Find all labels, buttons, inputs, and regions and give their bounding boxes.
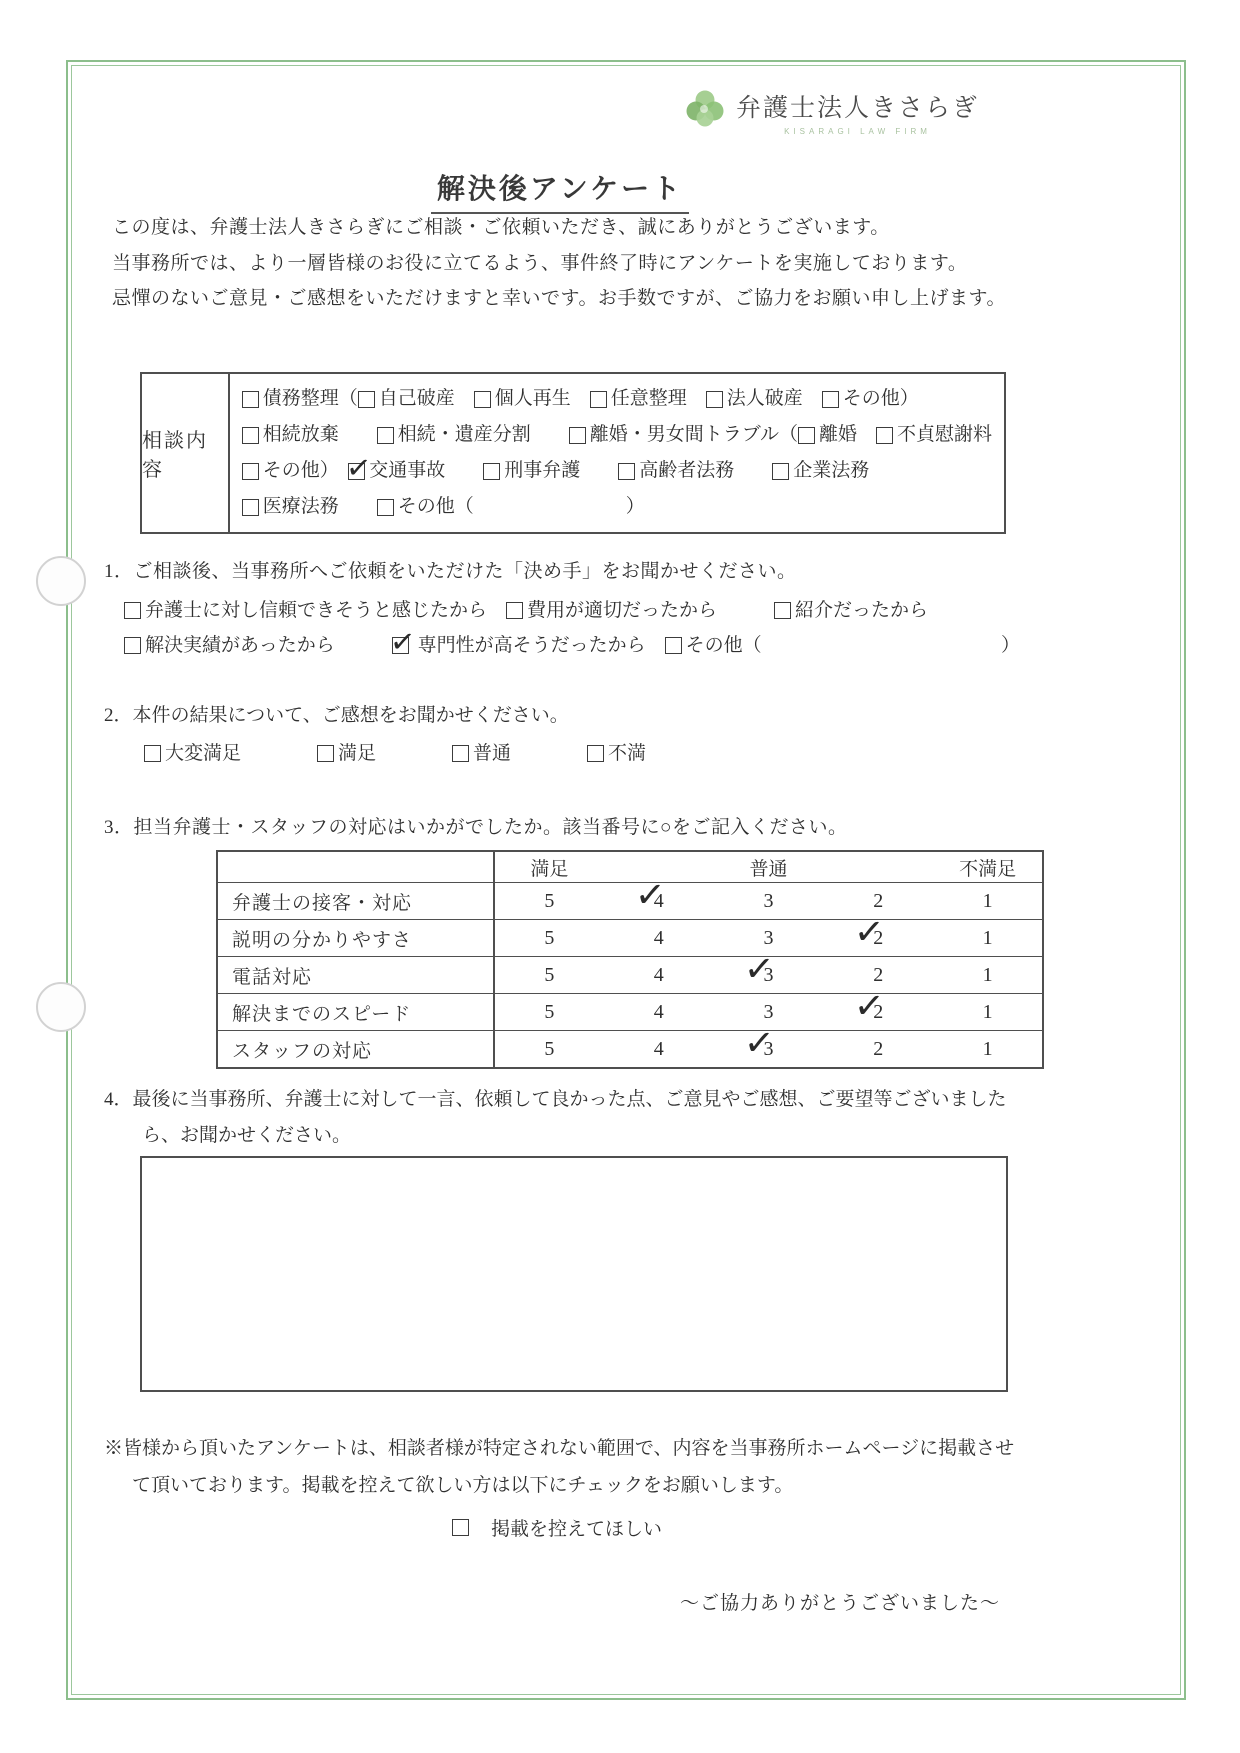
checkbox[interactable] xyxy=(242,391,259,408)
checkbox[interactable] xyxy=(124,602,141,619)
rating-cell[interactable] xyxy=(933,957,1043,994)
rating-value-checked[interactable]: 4 ✓ xyxy=(650,890,668,913)
rating-cell[interactable] xyxy=(714,883,824,920)
punch-hole xyxy=(36,556,86,606)
rating-row-label: 解決までのスピード xyxy=(217,994,494,1031)
rating-header-empty xyxy=(217,851,494,883)
rating-row xyxy=(217,994,1043,1031)
rating-value-checked[interactable]: 3 ✓ xyxy=(759,1038,777,1061)
rating-cell[interactable] xyxy=(604,883,714,920)
rating-value[interactable]: 1 xyxy=(982,1037,993,1060)
option-label: 費用が適切だったから xyxy=(527,600,775,621)
rating-value[interactable]: 4 xyxy=(653,1037,664,1060)
checkbox-checked[interactable] xyxy=(392,637,409,654)
rating-value[interactable]: 1 xyxy=(982,1000,993,1023)
question-4 xyxy=(104,1082,1044,1154)
rating-value[interactable]: 4 xyxy=(653,963,664,986)
rating-cell[interactable] xyxy=(494,883,604,920)
rating-table xyxy=(216,850,1044,1069)
rating-value[interactable]: 1 xyxy=(982,926,993,949)
optout-label: 掲載を控えてほしい xyxy=(491,1519,663,1540)
rating-cell[interactable] xyxy=(604,920,714,957)
option-label: 個人再生 xyxy=(494,388,590,409)
rating-row-label: 説明の分かりやすさ xyxy=(217,920,494,957)
rating-row-label: 電話対応 xyxy=(217,957,494,994)
rating-value-checked[interactable]: 2 ✓ xyxy=(869,1001,887,1024)
option-label: 高齢者法務 xyxy=(639,460,773,481)
rating-value[interactable]: 5 xyxy=(544,1037,555,1060)
checkbox[interactable] xyxy=(822,391,839,408)
publication-optout-row xyxy=(452,1514,662,1541)
rating-cell[interactable] xyxy=(494,994,604,1031)
rating-header-neutral: 普通 xyxy=(749,858,788,880)
rating-value[interactable]: 3 xyxy=(763,889,774,912)
rating-cell[interactable] xyxy=(823,994,933,1031)
rating-value[interactable]: 5 xyxy=(544,889,555,912)
logo-subtitle: KISARAGI LAW FIRM xyxy=(784,127,931,136)
checkbox[interactable] xyxy=(358,391,375,408)
option-label: 普通 xyxy=(473,743,588,764)
checkbox-option-line xyxy=(242,489,992,525)
checkbox[interactable] xyxy=(242,463,259,480)
rating-value[interactable]: 5 xyxy=(544,963,555,986)
option-label: 紹介だったから xyxy=(795,600,929,621)
rating-cell[interactable] xyxy=(933,994,1043,1031)
option-label: 企業法務 xyxy=(793,460,870,481)
consultation-type-table xyxy=(140,372,1006,534)
option-label: 専門性が高そうだったから xyxy=(412,635,665,656)
consultation-label: 相談内容 xyxy=(142,374,230,532)
checkbox[interactable] xyxy=(377,427,394,444)
rating-value[interactable]: 1 xyxy=(982,963,993,986)
rating-cell[interactable] xyxy=(604,994,714,1031)
question-4-title-line1: 4．最後に当事務所、弁護士に対して一言、依頼して良かった点、ご意見やご感想、ご要望等ございました xyxy=(104,1089,1007,1110)
intro-line: 当事務所では、より一層皆様のお役に立てるよう、事件終了時にアンケートを実施しております。 xyxy=(112,252,968,274)
rating-cell[interactable] xyxy=(823,1031,933,1069)
rating-row xyxy=(217,920,1043,957)
rating-cell[interactable] xyxy=(933,920,1043,957)
question-1 xyxy=(104,556,1020,663)
punch-hole xyxy=(36,982,86,1032)
optout-checkbox[interactable] xyxy=(452,1519,469,1536)
option-label: 交通事故 xyxy=(369,460,484,481)
question-4-title-line2: ら、お聞かせください。 xyxy=(142,1125,352,1146)
rating-cell[interactable] xyxy=(494,957,604,994)
checkbox-option-line xyxy=(124,628,1020,663)
rating-cell[interactable] xyxy=(714,1031,824,1069)
law-firm-logo xyxy=(684,88,979,136)
note-line1: ※皆様から頂いたアンケートは、相談者様が特定されない範囲で、内容を当事務所ホームページに掲載させ xyxy=(104,1438,1015,1459)
question-1-title: 1．ご相談後、当事務所へご依頼をいただけた「決め手」をお聞かせください。 xyxy=(104,561,797,582)
rating-row-label: 弁護士の接客・対応 xyxy=(217,883,494,920)
question-3-title: 3．担当弁護士・スタッフの対応はいかがでしたか。該当番号に○をご記入ください。 xyxy=(104,817,848,838)
checkbox[interactable] xyxy=(483,463,500,480)
rating-row-label: スタッフの対応 xyxy=(217,1031,494,1069)
rating-cell[interactable] xyxy=(823,920,933,957)
rating-value[interactable]: 2 xyxy=(873,963,884,986)
checkbox[interactable] xyxy=(144,745,161,762)
option-label: 刑事弁護 xyxy=(504,460,619,481)
option-label: 弁護士に対し信頼できそうと感じたから xyxy=(145,600,507,621)
checkbox-option-line xyxy=(242,453,992,489)
checkbox[interactable] xyxy=(706,391,723,408)
option-label: その他（ ） xyxy=(397,496,645,517)
checkbox[interactable] xyxy=(506,602,523,619)
question-2-options xyxy=(144,736,804,771)
rating-value-checked[interactable]: 3 ✓ xyxy=(759,964,777,987)
option-label: 相続放棄 xyxy=(262,424,377,445)
rating-header-row xyxy=(217,851,1043,883)
question-2 xyxy=(104,700,804,771)
note-line2: て頂いております。掲載を控えて欲しい方は以下にチェックをお願いします。 xyxy=(132,1475,794,1496)
checkbox[interactable] xyxy=(772,463,789,480)
option-label: 債務整理（ xyxy=(262,388,358,409)
checkbox[interactable] xyxy=(569,427,586,444)
checkbox[interactable] xyxy=(242,427,259,444)
rating-value[interactable]: 4 xyxy=(653,926,664,949)
checkbox[interactable] xyxy=(876,427,893,444)
rating-cell[interactable] xyxy=(494,1031,604,1069)
rating-value[interactable]: 5 xyxy=(544,926,555,949)
intro-line: 忌憚のないご意見・ご感想をいただけますと幸いです。お手数ですが、ご協力をお願い申し上げます。 xyxy=(112,288,1006,309)
checkbox[interactable] xyxy=(665,637,682,654)
publication-note xyxy=(104,1430,1064,1504)
rating-header-satisfied: 満足 xyxy=(530,858,569,880)
option-label: 離婚・男女間トラブル（ xyxy=(589,424,798,445)
option-label: 相続・遺産分割 xyxy=(397,424,569,445)
checkbox[interactable] xyxy=(774,602,791,619)
option-label: 自己破産 xyxy=(378,388,474,409)
option-label: 任意整理 xyxy=(610,388,706,409)
option-label: 医療法務 xyxy=(262,496,377,517)
consultation-options xyxy=(230,374,1004,532)
checkbox[interactable] xyxy=(124,637,141,654)
question-1-options xyxy=(124,593,1020,663)
page-title: 解決後アンケート xyxy=(431,167,689,214)
option-label: その他） xyxy=(262,460,349,481)
checkbox-checked[interactable] xyxy=(348,463,365,480)
rating-value[interactable]: 5 xyxy=(544,1000,555,1023)
rating-table-body xyxy=(217,851,1043,1068)
option-label: 離婚 xyxy=(818,424,876,445)
rating-value[interactable]: 3 xyxy=(763,926,774,949)
rating-row xyxy=(217,883,1043,920)
checkbox-option-line xyxy=(124,593,1020,628)
rating-cell[interactable] xyxy=(494,920,604,957)
option-label: その他（ xyxy=(685,635,762,656)
checkbox[interactable] xyxy=(377,499,394,516)
rating-value[interactable]: 4 xyxy=(653,1000,664,1023)
checkbox[interactable] xyxy=(452,745,469,762)
rating-cell[interactable] xyxy=(604,1031,714,1069)
intro-line: この度は、弁護士法人きさらぎにご相談・ご依頼いただき、誠にありがとうございます。 xyxy=(112,217,890,238)
rating-header-unsatisfied: 不満足 xyxy=(959,858,1017,880)
option-label: 不満 xyxy=(608,743,647,764)
rating-value[interactable]: 2 xyxy=(873,889,884,912)
closing-paren: ） xyxy=(1000,635,1020,656)
checkbox[interactable] xyxy=(317,745,334,762)
question-2-title: 2．本件の結果について、ご感想をお聞かせください。 xyxy=(104,705,569,726)
rating-value[interactable]: 1 xyxy=(982,889,993,912)
option-label: 解決実績があったから xyxy=(145,635,392,656)
closing-message: ～ご協力ありがとうございました～ xyxy=(679,1593,1000,1614)
option-label: 法人破産 xyxy=(726,388,822,409)
rating-row xyxy=(217,1031,1043,1069)
logo-firm-name: 弁護士法人きさらぎ xyxy=(736,95,980,122)
checkbox[interactable] xyxy=(587,745,604,762)
intro-paragraph xyxy=(112,210,1006,317)
clover-logo-icon xyxy=(684,88,726,130)
option-label: 満足 xyxy=(338,743,453,764)
checkbox[interactable] xyxy=(618,463,635,480)
checkbox-option-line xyxy=(144,736,804,771)
rating-header-spacer xyxy=(823,851,933,883)
option-label: 大変満足 xyxy=(165,743,318,764)
checkbox-option-line xyxy=(242,381,992,417)
checkbox[interactable] xyxy=(590,391,607,408)
rating-cell[interactable] xyxy=(933,1031,1043,1069)
rating-cell[interactable] xyxy=(714,957,824,994)
rating-value-checked[interactable]: 2 ✓ xyxy=(869,927,887,950)
rating-row xyxy=(217,957,1043,994)
checkbox[interactable] xyxy=(798,427,815,444)
free-comment-box[interactable] xyxy=(140,1156,1008,1392)
option-label: その他） xyxy=(842,388,919,409)
option-label: 不貞慰謝料 xyxy=(896,424,992,445)
checkbox[interactable] xyxy=(474,391,491,408)
rating-value[interactable]: 3 xyxy=(763,1000,774,1023)
checkbox-option-line xyxy=(242,417,992,453)
rating-value[interactable]: 2 xyxy=(873,1037,884,1060)
checkbox[interactable] xyxy=(242,499,259,516)
rating-cell[interactable] xyxy=(933,883,1043,920)
rating-cell[interactable] xyxy=(604,957,714,994)
